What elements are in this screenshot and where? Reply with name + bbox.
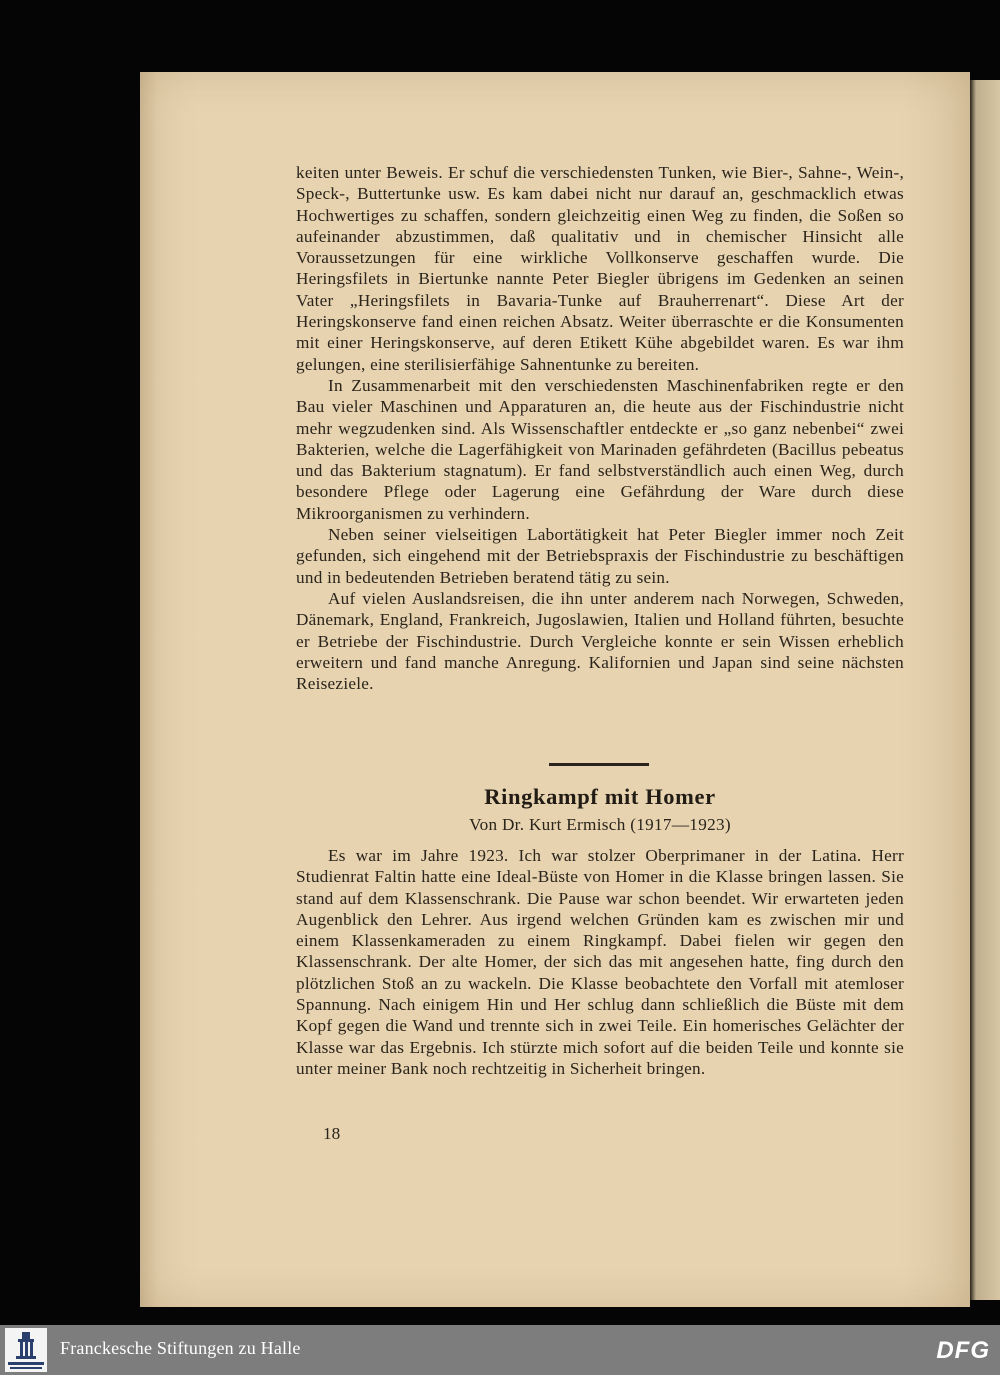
paragraph-3: Neben seiner vielseitigen Labortätigkeit hat Peter Biegler immer noch Zeit gefunden, sich eingehend mit der Betriebspraxis der Fischindustrie zu beschäftigen und in bedeutenden Betrieben beratend tätig zu sein.	[296, 525, 904, 587]
article-text-bottom	[296, 845, 904, 1079]
article-heading: Ringkampf mit Homer	[484, 784, 716, 809]
article-text-top	[296, 162, 904, 694]
next-page-edge	[970, 80, 1000, 1300]
article-byline: Von Dr. Kurt Ermisch (1917—1923)	[469, 815, 731, 834]
paragraph-2: In Zusammenarbeit mit den verschiedensten Maschinenfabriken regte er den Bau vieler Maschinen und Apparaturen an, die heute aus der Fischindustrie nicht mehr wegzudenken sind. Als Wissenschaftler entdeckte er „so ganz nebenbei“ zwei Bakterien, welche die Lagerfähigkeit von Marinaden gefährdeten (Bacillus pebeatus und das Bakterium stagnatum). Er fand selbstverständlich auch einen Weg, durch besondere Pflege oder Lagerung eine Gefährdung der Ware durch diese Mikroorganismen zu verhindern.	[296, 375, 904, 523]
paragraph-4: Auf vielen Auslandsreisen, die ihn unter anderem nach Norwegen, Schweden, Dänemark, England, Frankreich, Jugoslawien, Italien und Holland führten, besuchte er Betriebe der Fischindustrie. Durch Vergleiche konnte er sein Wissen erheblich erweitern und fand manche Anregung. Kalifornien und Japan sind seine nächsten Reiseziele.	[296, 588, 904, 694]
franckesche-logo-icon[interactable]	[5, 1328, 47, 1372]
paragraph-5: Es war im Jahre 1923. Ich war stolzer Oberprimaner in der Latina. Herr Studienrat Faltin hatte eine Ideal-Büste von Homer in die Klasse bringen lassen. Sie stand auf dem Klassenschrank. Die Pause war schon beendet. Wir erwarteten jeden Augenblick den Lehrer. Aus irgend welchen Gründen kam es zwischen mir und einem Klassenkameraden zu einem Ringkampf. Dabei fielen wir gegen den Klassenschrank. Der alte Homer, der sich das mit angesehen hatte, fing durch den plötzlichen Stoß an zu wackeln. Die Klasse beobachtete den Vorfall mit atemloser Spannung. Nach einigem Hin und Her schlug dann schließlich die Büste mit dem Kopf gegen die Wand und trennte sich in zwei Teile. Ein homerisches Gelächter der Klasse war das Ergebnis. Ich stürzte mich sofort auf die beiden Teile und konnte sie unter meiner Bank noch rechtzeitig in Sicherheit bringen.	[296, 846, 904, 1078]
footer-title: Franckesche Stiftungen zu Halle	[60, 1338, 301, 1358]
viewer-footer	[0, 1325, 1000, 1375]
dfg-logo-icon[interactable]: DFG	[936, 1337, 990, 1364]
paragraph-1: keiten unter Beweis. Er schuf die verschiedensten Tunken, wie Bier-, Sahne-, Wein-, Speck-, Buttertunke usw. Es kam dabei nicht nur darauf an, geschmacklich etwas Hochwertiges zu schaffen, sondern gleichzeitig einen Weg zu finden, die Soßen so aufeinander abzustimmen, daß qualitativ und in chemischer Hinsicht alle Voraussetzungen für eine wirkliche Vollkonserve geschaffen wurde. Die Heringsfilets in Biertunke nannte Peter Biegler übrigens im Gedenken an seinen Vater „Heringsfilets in Bavaria-Tunke auf Brauherrenart“. Diese Art der Heringskonserve fand einen reichen Absatz. Weiter überraschte er die Konsumenten mit einer Heringskonserve, auf deren Etikett Kühe abgebildet waren. Es war ihm gelungen, eine sterilisierfähige Sahnentunke zu bereiten.	[296, 163, 904, 374]
section-divider	[549, 763, 649, 766]
page-number: 18	[323, 1124, 341, 1143]
